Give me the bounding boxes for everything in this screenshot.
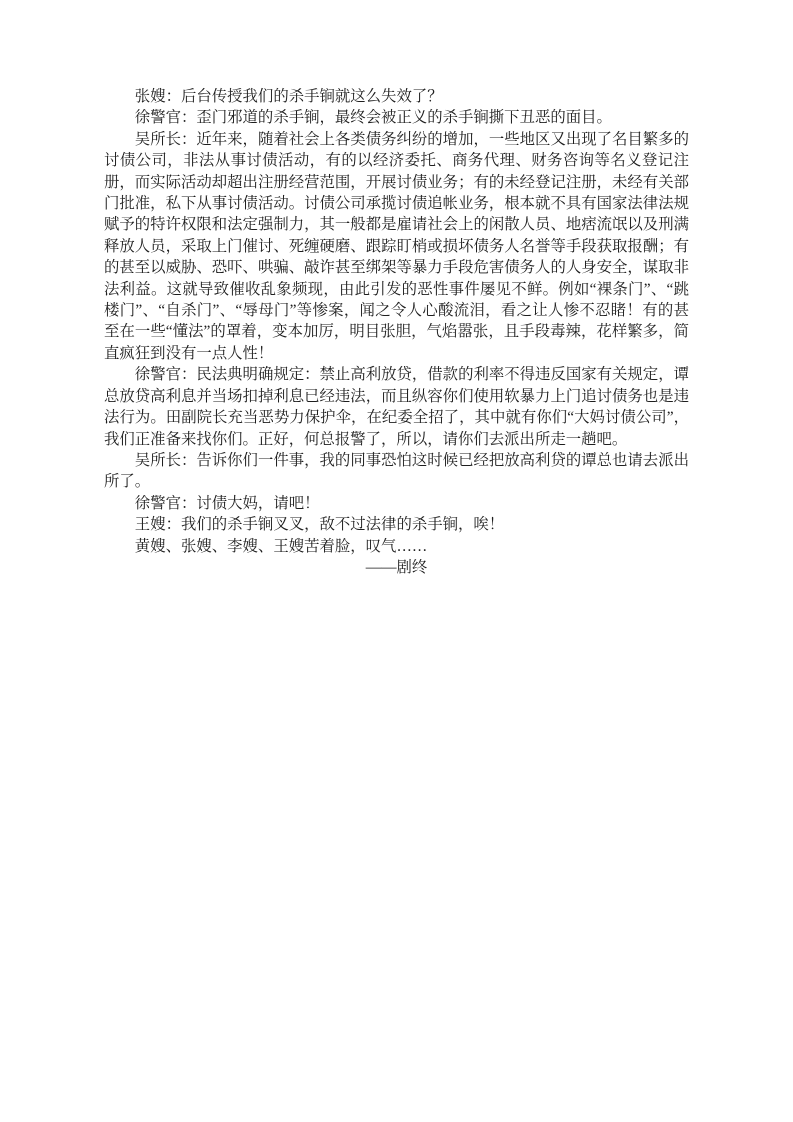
stage-direction-line: 黄嫂、张嫂、李嫂、王嫂苦着脸，叹气…… bbox=[134, 537, 428, 555]
dialogue-line-xujingguan-2: 徐警官：民法典明确规定：禁止高利放贷，借款的利率不得违反国家有关规定，谭总放贷高利息并当场扣掉利息已经违法，而且纵容你们使用软暴力上门追讨债务也是违法行为。田副院长充当恶势力保护伞，在纪委全招了，其中就有你们“大妈讨债公司”，我们正准备来找你们。正好，何总报警了，所以，请你们去派出所走一趟吧。 bbox=[104, 366, 689, 448]
dialogue-line-wusuozhang-2: 吴所长：告诉你们一件事，我的同事恐怕这时候已经把放高利贷的谭总也请去派出所了。 bbox=[104, 451, 689, 491]
dialogue-line-xujingguan-1: 徐警官：歪门邪道的杀手锏，最终会被正义的杀手锏撕下丑恶的面目。 bbox=[134, 109, 612, 127]
dialogue-line-zhangsao: 张嫂：后台传授我们的杀手锏就这么失效了？ bbox=[134, 88, 443, 105]
dialogue-line-wangsao: 王嫂：我们的杀手锏叉叉，敌不过法律的杀手锏，唉！ bbox=[134, 516, 505, 534]
dialogue-line-xujingguan-3: 徐警官：讨债大妈，请吧！ bbox=[134, 494, 320, 512]
script-text-block bbox=[104, 86, 689, 578]
dialogue-line-wusuozhang-1: 吴所长：近年来，随着社会上各类债务纠纷的增加，一些地区又出现了名目繁多的讨债公司，非法从事讨债活动，有的以经济委托、商务代理、财务咨询等名义登记注册，而实际活动却超出注册经营范围，开展讨债业务；有的未经登记注册，未经有关部门批准，私下从事讨债活动。讨债公司承揽讨债追帐业务，根本就不具有国家法律法规赋予的特许权限和法定强制力，其一般都是雇请社会上的闲散人员、地痞流氓以及刑满释放人员，采取上门催讨、死缠硬磨、跟踪盯梢或损坏债务人名誉等手段获取报酬；有的甚至以威胁、恐吓、哄骗、敲诈甚至绑架等暴力手段危害债务人的人身安全，谋取非法利益。这就导致催收乱象频现，由此引发的恶性事件屡见不鲜。例如“裸条门”、“跳楼门”、“自杀门”、“辱母门”等惨案，闻之令人心酸流泪，看之让人惨不忍睹！有的甚至在一些“懂法”的罩着，变本加厉，明目张胆，气焰嚣张，且手段毒辣，花样繁多，简直疯狂到没有一点人性！ bbox=[104, 130, 689, 362]
ending-line: ——剧终 bbox=[365, 558, 428, 576]
